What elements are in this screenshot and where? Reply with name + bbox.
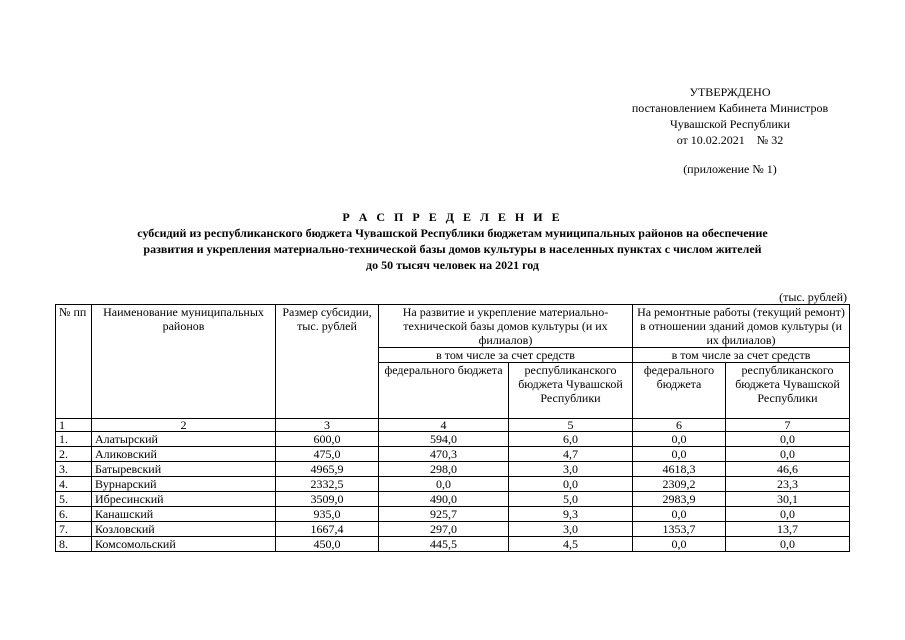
repair-federal-cell: 1353,7	[633, 522, 726, 537]
dev-republic-cell: 6,0	[509, 432, 633, 447]
header-amount: Размер субсидии, тыс. рублей	[276, 305, 379, 419]
repair-republic-cell: 0,0	[726, 447, 850, 462]
amount-cell: 600,0	[276, 432, 379, 447]
table-body	[56, 432, 850, 552]
district-name: Комсомольский	[92, 537, 276, 552]
repair-republic-cell: 0,0	[726, 507, 850, 522]
district-name: Козловский	[92, 522, 276, 537]
dev-republic-cell: 4,7	[509, 447, 633, 462]
repair-republic-cell: 0,0	[726, 537, 850, 552]
row-number: 7.	[56, 522, 92, 537]
district-name: Аликовский	[92, 447, 276, 462]
dev-federal-cell: 925,7	[379, 507, 509, 522]
table-row	[56, 432, 850, 447]
dev-republic-cell: 5,0	[509, 492, 633, 507]
repair-federal-cell: 0,0	[633, 447, 726, 462]
table-row	[56, 507, 850, 522]
row-number: 4.	[56, 477, 92, 492]
table-row	[56, 477, 850, 492]
district-name: Алатырский	[92, 432, 276, 447]
district-name: Ибресинский	[92, 492, 276, 507]
row-number: 1.	[56, 432, 92, 447]
column-number: 6	[633, 419, 726, 432]
dev-federal-cell: 297,0	[379, 522, 509, 537]
approval-line: Чувашской Республики	[669, 117, 791, 131]
title-line: развития и укрепления материально-технической базы домов культуры в населенных пунктах с числом жителей	[143, 242, 762, 256]
district-name: Канашский	[92, 507, 276, 522]
repair-federal-cell: 0,0	[633, 432, 726, 447]
repair-federal-cell: 2983,9	[633, 492, 726, 507]
row-number: 2.	[56, 447, 92, 462]
dev-federal-cell: 470,3	[379, 447, 509, 462]
dev-federal-cell: 0,0	[379, 477, 509, 492]
repair-republic-cell: 0,0	[726, 432, 850, 447]
column-number: 2	[92, 419, 276, 432]
dev-federal-cell: 490,0	[379, 492, 509, 507]
approval-line: постановлением Кабинета Министров	[631, 101, 829, 115]
amount-cell: 2332,5	[276, 477, 379, 492]
approval-line: УТВЕРЖДЕНО	[689, 85, 771, 99]
district-name: Батыревский	[92, 462, 276, 477]
row-number: 8.	[56, 537, 92, 552]
table-row	[56, 537, 850, 552]
dev-republic-cell: 4,5	[509, 537, 633, 552]
document-title	[40, 209, 865, 273]
repair-federal-cell: 4618,3	[633, 462, 726, 477]
column-number: 1	[56, 419, 92, 432]
repair-federal-cell: 2309,2	[633, 477, 726, 492]
dev-federal-cell: 594,0	[379, 432, 509, 447]
title-line: до 50 тысяч человек на 2021 год	[366, 258, 539, 272]
column-number: 3	[276, 419, 379, 432]
row-number: 5.	[56, 492, 92, 507]
header-republic-dev: республиканского бюджета Чувашской Республики	[509, 363, 633, 419]
dev-republic-cell: 0,0	[509, 477, 633, 492]
header-federal-rep: федерального бюджета	[633, 363, 726, 419]
table-row	[56, 522, 850, 537]
repair-federal-cell: 0,0	[633, 507, 726, 522]
header-development: На развитие и укрепление материально-технической базы домов культуры (и их филиалов)	[379, 305, 633, 348]
amount-cell: 475,0	[276, 447, 379, 462]
row-number: 3.	[56, 462, 92, 477]
title-line: субсидий из республиканского бюджета Чувашской Республики бюджетам муниципальных районов на обеспечение	[137, 226, 768, 240]
header-federal-dev: федерального бюджета	[379, 363, 509, 419]
repair-republic-cell: 13,7	[726, 522, 850, 537]
row-number: 6.	[56, 507, 92, 522]
title-heading: Р А С П Р Е Д Е Л Е Н И Е	[342, 210, 563, 224]
table-row	[56, 447, 850, 462]
table-row	[56, 462, 850, 477]
column-number: 7	[726, 419, 850, 432]
header-including-rep: в том числе за счет средств	[633, 348, 850, 363]
repair-republic-cell: 46,6	[726, 462, 850, 477]
dev-republic-cell: 3,0	[509, 522, 633, 537]
approval-block	[600, 84, 860, 148]
repair-republic-cell: 30,1	[726, 492, 850, 507]
header-including-dev: в том числе за счет средств	[379, 348, 633, 363]
dev-federal-cell: 445,5	[379, 537, 509, 552]
header-repair: На ремонтные работы (текущий ремонт) в отношении зданий домов культуры (и их филиалов)	[633, 305, 850, 348]
column-number: 4	[379, 419, 509, 432]
table-row	[56, 492, 850, 507]
units-label: (тыс. рублей)	[779, 290, 847, 304]
dev-federal-cell: 298,0	[379, 462, 509, 477]
amount-cell: 4965,9	[276, 462, 379, 477]
repair-republic-cell: 23,3	[726, 477, 850, 492]
district-name: Вурнарский	[92, 477, 276, 492]
amount-cell: 935,0	[276, 507, 379, 522]
header-name: Наименование муниципальных районов	[92, 305, 276, 419]
appendix-note: (приложение № 1)	[683, 162, 777, 176]
subsidy-table	[55, 304, 850, 552]
dev-republic-cell: 9,3	[509, 507, 633, 522]
column-number: 5	[509, 419, 633, 432]
header-num: № пп	[56, 305, 92, 419]
repair-federal-cell: 0,0	[633, 537, 726, 552]
approval-line: от 10.02.2021 № 32	[676, 133, 784, 147]
header-republic-rep: республиканского бюджета Чувашской Республики	[726, 363, 850, 419]
amount-cell: 450,0	[276, 537, 379, 552]
dev-republic-cell: 3,0	[509, 462, 633, 477]
amount-cell: 1667,4	[276, 522, 379, 537]
amount-cell: 3509,0	[276, 492, 379, 507]
